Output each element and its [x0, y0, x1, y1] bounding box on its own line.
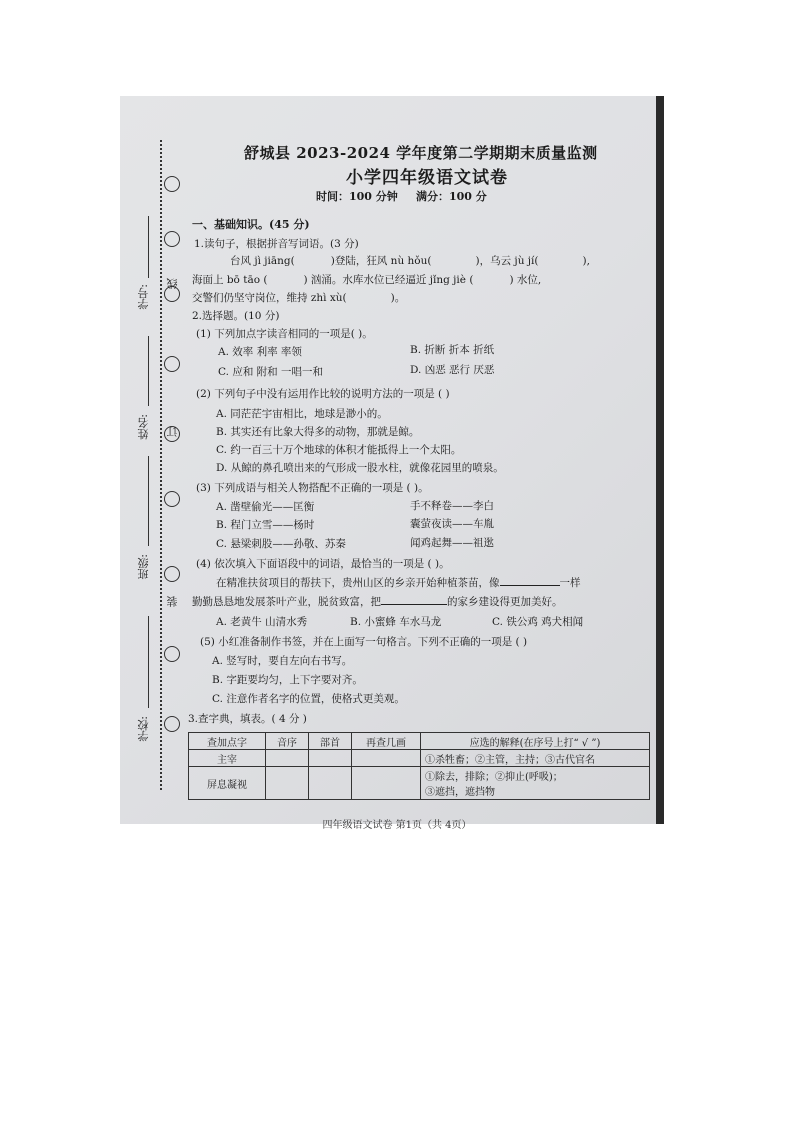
binding-hole — [164, 176, 180, 192]
q2-1-option-a: A. 效率 利率 率领 — [218, 346, 302, 358]
table-header-cell: 应选的解释(在序号上打“ √ ”) — [421, 733, 650, 750]
table-header-cell: 再查几画 — [352, 733, 421, 750]
q2-heading: 2.选择题。(10 分) — [192, 310, 280, 322]
binding-hole — [164, 716, 180, 732]
name-line — [148, 336, 149, 406]
answer-cell[interactable] — [352, 767, 421, 800]
q2-3-stem: (3) 下列成语与相关人物搭配不正确的一项是 ( )。 — [196, 482, 429, 494]
q1-heading: 1.读句子，根据拼音写词语。(3 分) — [194, 238, 359, 250]
class-label: 班级: — [137, 554, 150, 580]
binding-mark-line: 线 — [166, 278, 179, 289]
school-line — [148, 616, 149, 708]
q2-2-option-a: A. 同茫茫宇宙相比，地球是渺小的。 — [216, 408, 388, 420]
answer-cell[interactable] — [266, 767, 309, 800]
q2-4-passage-line2: 勤勤恳恳地发展茶叶产业，脱贫致富，把 的家乡建设得更加美好。 — [192, 596, 563, 608]
q1-line3: 交警们仍坚守岗位，维持 zhì xù( )。 — [192, 292, 406, 304]
q2-3-option-a2: 手不释卷——李白 — [410, 500, 494, 512]
binding-hole — [164, 491, 180, 507]
q2-2-option-c: C. 约一百三十万个地球的体积才能抵得上一个太阳。 — [216, 444, 462, 456]
class-line — [148, 456, 149, 546]
table-word-cell: 屏息凝视 — [189, 767, 266, 800]
answer-cell[interactable] — [309, 750, 352, 767]
q2-3-option-b2: 囊萤夜读——车胤 — [410, 518, 494, 530]
table-header-cell: 查加点字 — [189, 733, 266, 750]
name-label: 姓名: — [137, 414, 150, 440]
table-row — [189, 767, 650, 800]
q2-2-stem: (2) 下列句子中没有运用作比较的说明方法的一项是 ( ) — [196, 388, 450, 400]
q2-3-option-a: A. 凿壁偷光——匡衡 — [216, 501, 315, 513]
q2-1-stem: (1) 下列加点字读音相同的一项是( )。 — [196, 328, 373, 340]
q2-2-option-b: B. 其实还有比象大得多的动物，那就是鲸。 — [216, 426, 420, 438]
q2-1-option-c: C. 应和 附和 一唱一和 — [218, 366, 324, 378]
q1-line2: 海面上 bō tāo ( ) 汹涌。水库水位已经逼近 jǐng jiè ( ) 水位, — [192, 274, 542, 286]
table-explanation-cell — [421, 767, 650, 800]
student-id-label: 学号: — [137, 284, 150, 310]
binding-hole — [164, 356, 180, 372]
q2-4-passage-line1: 在精准扶贫项目的帮扶下，贵州山区的乡亲开始种植茶苗，像 一样 — [216, 577, 581, 589]
explanation-line: ③遮挡，遮挡物 — [425, 787, 495, 798]
q2-4-option-a: A. 老黄牛 山清水秀 — [216, 616, 308, 628]
q2-5-option-a: A. 竖写时，要自左向右书写。 — [212, 655, 353, 667]
exam-page-photo — [120, 96, 664, 824]
exam-score: 满分：100 分 — [416, 190, 487, 203]
q2-1-option-d: D. 凶恶 恶行 厌恶 — [410, 364, 495, 376]
answer-cell[interactable] — [266, 750, 309, 767]
table-header-cell: 音序 — [266, 733, 309, 750]
q3-heading: 3.查字典，填表。( 4 分 ) — [188, 713, 307, 725]
q2-4-stem: (4) 依次填入下面语段中的词语，最恰当的一项是 ( )。 — [196, 558, 450, 570]
table-header-row — [189, 733, 650, 750]
q1-line1: 台风 jì jiāng( )登陆，狂风 nù hǒu( )，乌云 jù jí( ), — [230, 255, 590, 267]
table-header-cell: 部首 — [309, 733, 352, 750]
binding-mark-order: 订 — [166, 426, 179, 437]
exam-time: 时间：100 分钟 — [316, 190, 398, 203]
q2-3-option-c2: 闻鸡起舞——祖逖 — [410, 537, 494, 549]
school-label: 学校: — [137, 716, 150, 742]
table-row — [189, 750, 650, 767]
exam-title: 舒城县 2023-2024 学年度第二学期期末质量监测 — [244, 144, 598, 162]
q2-2-option-d: D. 从鲸的鼻孔喷出来的气形成一股水柱，就像花园里的喷泉。 — [216, 462, 504, 474]
binding-hole — [164, 566, 180, 582]
dictionary-table — [188, 732, 650, 800]
q2-4-option-b: B. 小蜜蜂 车水马龙 — [350, 616, 442, 628]
q2-1-option-b: B. 折断 折本 折纸 — [410, 344, 495, 356]
photo-dark-edge — [656, 96, 664, 824]
q2-5-option-c: C. 注意作者名字的位置，使格式更美观。 — [212, 693, 405, 705]
explanation-line: ①除去，排除；②抑止(呼吸)； — [425, 772, 563, 783]
q2-4-option-c: C. 铁公鸡 鸡犬相闻 — [492, 616, 584, 628]
q2-3-option-b: B. 程门立雪——杨时 — [216, 519, 315, 531]
table-word-cell: 主宰 — [189, 750, 266, 767]
exam-subtitle: 小学四年级语文试卷 — [346, 168, 508, 188]
answer-cell[interactable] — [309, 767, 352, 800]
q2-5-option-b: B. 字距要均匀，上下字要对齐。 — [212, 674, 363, 686]
binding-mark-bind: 装 — [166, 596, 179, 607]
table-explanation-cell: ①杀牲畜；②主管，主持；③古代官名 — [421, 750, 650, 767]
q2-5-stem: (5) 小红准备制作书签，并在上面写一句格言。下列不正确的一项是 ( ) — [200, 636, 528, 648]
answer-cell[interactable] — [352, 750, 421, 767]
binding-hole — [164, 646, 180, 662]
binding-dotted-line — [160, 140, 162, 790]
binding-hole — [164, 231, 180, 247]
page-footer: 四年级语文试卷 第1页（共 4页） — [322, 820, 472, 831]
section-title: 一、基础知识。(45 分) — [192, 218, 310, 231]
q2-3-option-c: C. 悬梁刺股——孙敬、苏秦 — [216, 538, 346, 550]
student-id-line — [148, 216, 149, 278]
